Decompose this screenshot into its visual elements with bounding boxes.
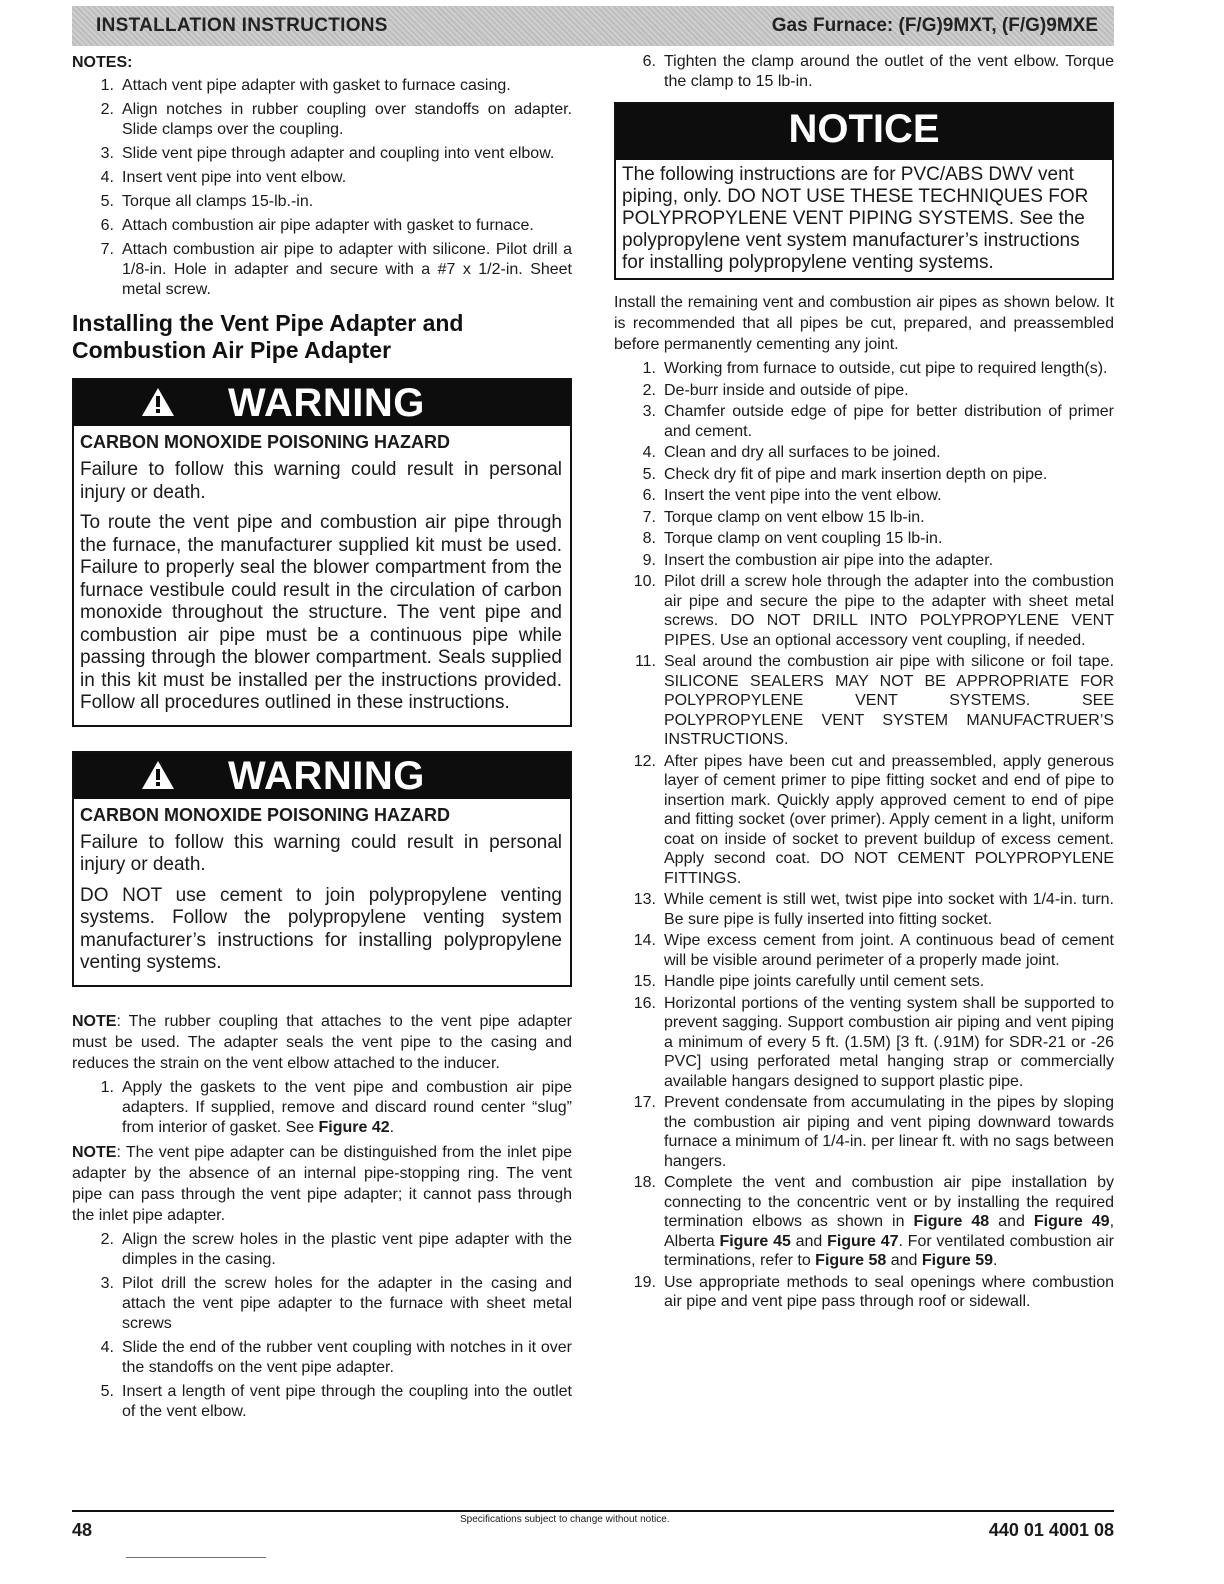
header-section-title: INSTALLATION INSTRUCTIONS bbox=[96, 15, 388, 36]
adapter-step: 5. Insert a length of vent pipe through the coupling into the outlet of the vent elbow. bbox=[100, 1382, 572, 1420]
warning-triangle-icon bbox=[140, 759, 176, 791]
notes-title: NOTES: bbox=[72, 54, 133, 71]
adapter-step: 4. Slide the end of the rubber vent coupling with notches in it over the standoffs on the vent pipe adapter. bbox=[100, 1338, 572, 1376]
warning-header bbox=[74, 380, 570, 426]
warning-header bbox=[74, 753, 570, 799]
figure-reference: Figure 49 bbox=[1033, 1213, 1110, 1230]
left-column bbox=[72, 52, 572, 1426]
notes-item: 7. Attach combustion air pipe to adapter with silicone. Pilot drill a 1/8-in. Hole in adapter and secure with a #7 x 1/2-in. Sheet metal screw. bbox=[100, 241, 572, 298]
notice-box bbox=[614, 102, 1114, 280]
install-step: 16. Horizontal portions of the venting system shall be supported to prevent sagging. Support combustion air piping and vent piping a minimum of every 5 ft. (1.5M) [3 ft. (.91M) for SDR-21 or -26 PVC] using perforated metal hanging strap or commercially available hangars designed to support plastic pipe. bbox=[633, 994, 1114, 1090]
install-step: 15. Handle pipe joints carefully until cement sets. bbox=[633, 973, 985, 990]
figure-reference: Figure 58 bbox=[815, 1252, 887, 1269]
notes-item: 2. Align notches in rubber coupling over standoffs on adapter. Slide clamps over the coupling. bbox=[100, 101, 572, 138]
warning-body bbox=[74, 453, 570, 725]
section-heading: Installing the Vent Pipe Adapter and Combustion Air Pipe Adapter bbox=[72, 310, 464, 363]
warning-triangle-icon bbox=[140, 386, 176, 418]
install-step: 7. Torque clamp on vent elbow 15 lb-in. bbox=[642, 508, 925, 526]
install-step: 11. Seal around the combustion air pipe with silicone or foil tape. SILICONE SEALERS MAY NOT BE APPROPRIATE FOR POLYPROPYLENE VENT SYSTEMS. SEE POLYPROPYLENE VENT SYSTEM MANUFACTRUER’S INSTRUCTIONS. bbox=[634, 653, 1114, 748]
install-step: 8. Torque clamp on vent coupling 15 lb-in. bbox=[642, 530, 943, 547]
adapter-step: 2. Align the screw holes in the plastic vent pipe adapter with the dimples in the casing. bbox=[100, 1230, 572, 1268]
install-step: 6. Insert the vent pipe into the vent elbow. bbox=[642, 487, 942, 504]
figure-reference: Figure 42 bbox=[318, 1118, 390, 1136]
figure-reference: Figure 45 bbox=[719, 1232, 791, 1250]
notes-item: 5. Torque all clamps 15-lb.-in. bbox=[100, 193, 314, 210]
adapter-steps-list bbox=[72, 1230, 572, 1422]
install-step: 19. Use appropriate methods to seal openings where combustion air pipe and vent pipe pass through roof or sidewall. bbox=[633, 1273, 1114, 1310]
warning-text: Failure to follow this warning could result in personal injury or death. bbox=[80, 831, 562, 875]
figure-reference: Figure 59 bbox=[921, 1252, 994, 1269]
warning-label: WARNING bbox=[228, 381, 425, 425]
notice-label: NOTICE bbox=[616, 104, 1112, 160]
page-number: 48 bbox=[72, 1520, 93, 1540]
footer-underline bbox=[126, 1557, 266, 1558]
footer-rule bbox=[72, 1510, 1114, 1512]
install-step: 10. Pilot drill a screw hole through the adapter into the combustion air pipe and secure the pipe to the adapter with sheet metal screws. DO NOT DRILL INTO POLYPROPYLENE VENT PIPES. Use an optional accessory vent coupling, if needed. bbox=[633, 573, 1114, 649]
install-step: 2. De-burr inside and outside of pipe. bbox=[642, 381, 909, 399]
note-paragraph: NOTE: The rubber coupling that attaches to the vent pipe adapter must be used. The adapter seals the vent pipe to the casing and reduces the strain on the vent elbow attached to the inducer. bbox=[72, 1012, 572, 1072]
warning-subtitle: CARBON MONOXIDE POISONING HAZARD bbox=[80, 432, 451, 452]
notes-item: 1. Attach vent pipe adapter with gasket to furnace casing. bbox=[100, 77, 511, 94]
install-step: 13. While cement is still wet, twist pipe into socket with 1/4-in. turn. Be sure pipe is fully inserted into fitting socket. bbox=[633, 891, 1114, 928]
install-step: 5. Check dry fit of pipe and mark insertion depth on pipe. bbox=[642, 465, 1048, 483]
install-steps-list bbox=[614, 359, 1114, 1312]
install-step: 12. After pipes have been cut and preassembled, apply generous layer of cement primer to pipe fitting socket and end of pipe to insertion mark. Quickly apply approved cement to end of pipe and fitting socket (over primer). Apply cement in a light, uniform coat on inside of socket to prevent buildup of excess cement. Apply second coat. DO NOT CEMENT POLYPROPYLENE FITTINGS. bbox=[633, 752, 1114, 887]
header-product-title: Gas Furnace: (F/G)9MXT, (F/G)9MXE bbox=[771, 15, 1098, 36]
notes-item: 4. Insert vent pipe into vent elbow. bbox=[100, 169, 347, 186]
notes-item: 6. Attach combustion air pipe adapter with gasket to furnace. bbox=[100, 217, 534, 234]
warning-box-2 bbox=[72, 751, 572, 987]
install-step: 17. Prevent condensate from accumulating in the pipes by sloping the combustion air piping and vent piping downward towards furnace a minimum of 1/4-in. per linear ft. with no sags between hangers. bbox=[633, 1094, 1114, 1170]
right-column bbox=[614, 52, 1114, 1314]
install-step: 4. Clean and dry all surfaces to be joined. bbox=[642, 444, 941, 461]
figure-reference: Figure 48 bbox=[913, 1213, 990, 1230]
install-step: 3. Chamfer outside edge of pipe for better distribution of primer and cement. bbox=[642, 403, 1114, 440]
footer-disclaimer: Specifications subject to change without notice. bbox=[460, 1514, 670, 1525]
warning-text: Failure to follow this warning could result in personal injury or death. bbox=[80, 459, 562, 503]
warning-subtitle: CARBON MONOXIDE POISONING HAZARD bbox=[80, 804, 451, 825]
adapter-step: 3. Pilot drill the screw holes for the adapter in the casing and attach the vent pipe adapter to the furnace with sheet metal screws bbox=[100, 1274, 572, 1332]
install-step: 1. Working from furnace to outside, cut pipe to required length(s). bbox=[642, 360, 1108, 377]
install-intro: Install the remaining vent and combustion air pipes as shown below. It is recommended that all pipes be cut, prepared, and preassembled before permanently cementing any joint. bbox=[614, 294, 1114, 353]
warning-label: WARNING bbox=[228, 753, 425, 798]
warning-body bbox=[74, 826, 570, 985]
notes-list bbox=[72, 76, 572, 300]
notes-item: 3. Slide vent pipe through adapter and coupling into vent elbow. bbox=[100, 145, 555, 162]
install-step: 14. Wipe excess cement from joint. A continuous bead of cement will be visible around perimeter of a properly made joint. bbox=[633, 932, 1114, 969]
notice-text: The following instructions are for PVC/ABS DWV vent piping, only. DO NOT USE THESE TECHNIQUES FOR POLYPROPYLENE VENT PIPING SYSTEMS. See the polypropylene vent system manufacturer’s instructions for installing polypropylene venting systems. bbox=[622, 164, 1089, 273]
adapter-step: 1. Apply the gaskets to the vent pipe and combustion air pipe adapters. If supplied, remove and discard round center “slug” from interior of gasket. See Figure 42. bbox=[100, 1078, 572, 1136]
warning-text: DO NOT use cement to join polypropylene venting systems. Follow the polypropylene venting system manufacturer’s instructions for installing polypropylene venting systems. bbox=[80, 884, 562, 973]
figure-reference: Figure 47 bbox=[827, 1232, 899, 1250]
header-bar bbox=[72, 6, 1114, 46]
adapter-steps-list bbox=[72, 1078, 572, 1138]
adapter-steps-list bbox=[614, 52, 1114, 92]
adapter-step: 6. Tighten the clamp around the outlet of the vent elbow. Torque the clamp to 15 lb-in. bbox=[642, 53, 1114, 90]
install-step: 9. Insert the combustion air pipe into the adapter. bbox=[642, 551, 994, 569]
install-step: 18. Complete the vent and combustion air pipe installation by connecting to the concentric vent or by installing the required termination elbows as shown in Figure 48 and Figure 49, Alberta Figure 45 and Figure 47. For ventilated combustion air terminations, refer to Figure 58 and Figure 59. bbox=[633, 1174, 1115, 1269]
warning-box-1 bbox=[72, 378, 572, 727]
warning-text: To route the vent pipe and combustion air pipe through the furnace, the manufacturer supplied kit must be used. Failure to properly seal the blower compartment from the furnace vestibule could result in the circulation of carbon monoxide throughout the structure. The vent pipe and combustion air pipe must be a continuous pipe while passing through the blower compartment. Seals supplied in this kit must be installed per the instructions provided. Follow all procedures outlined in these instructions. bbox=[80, 512, 562, 713]
note-paragraph: NOTE: The vent pipe adapter can be distinguished from the inlet pipe adapter by the absence of an internal pipe-stopping ring. The vent pipe can pass through the vent pipe adapter; it cannot pass through the inlet pipe adapter. bbox=[72, 1143, 572, 1224]
document-code: 440 01 4001 08 bbox=[988, 1520, 1114, 1540]
